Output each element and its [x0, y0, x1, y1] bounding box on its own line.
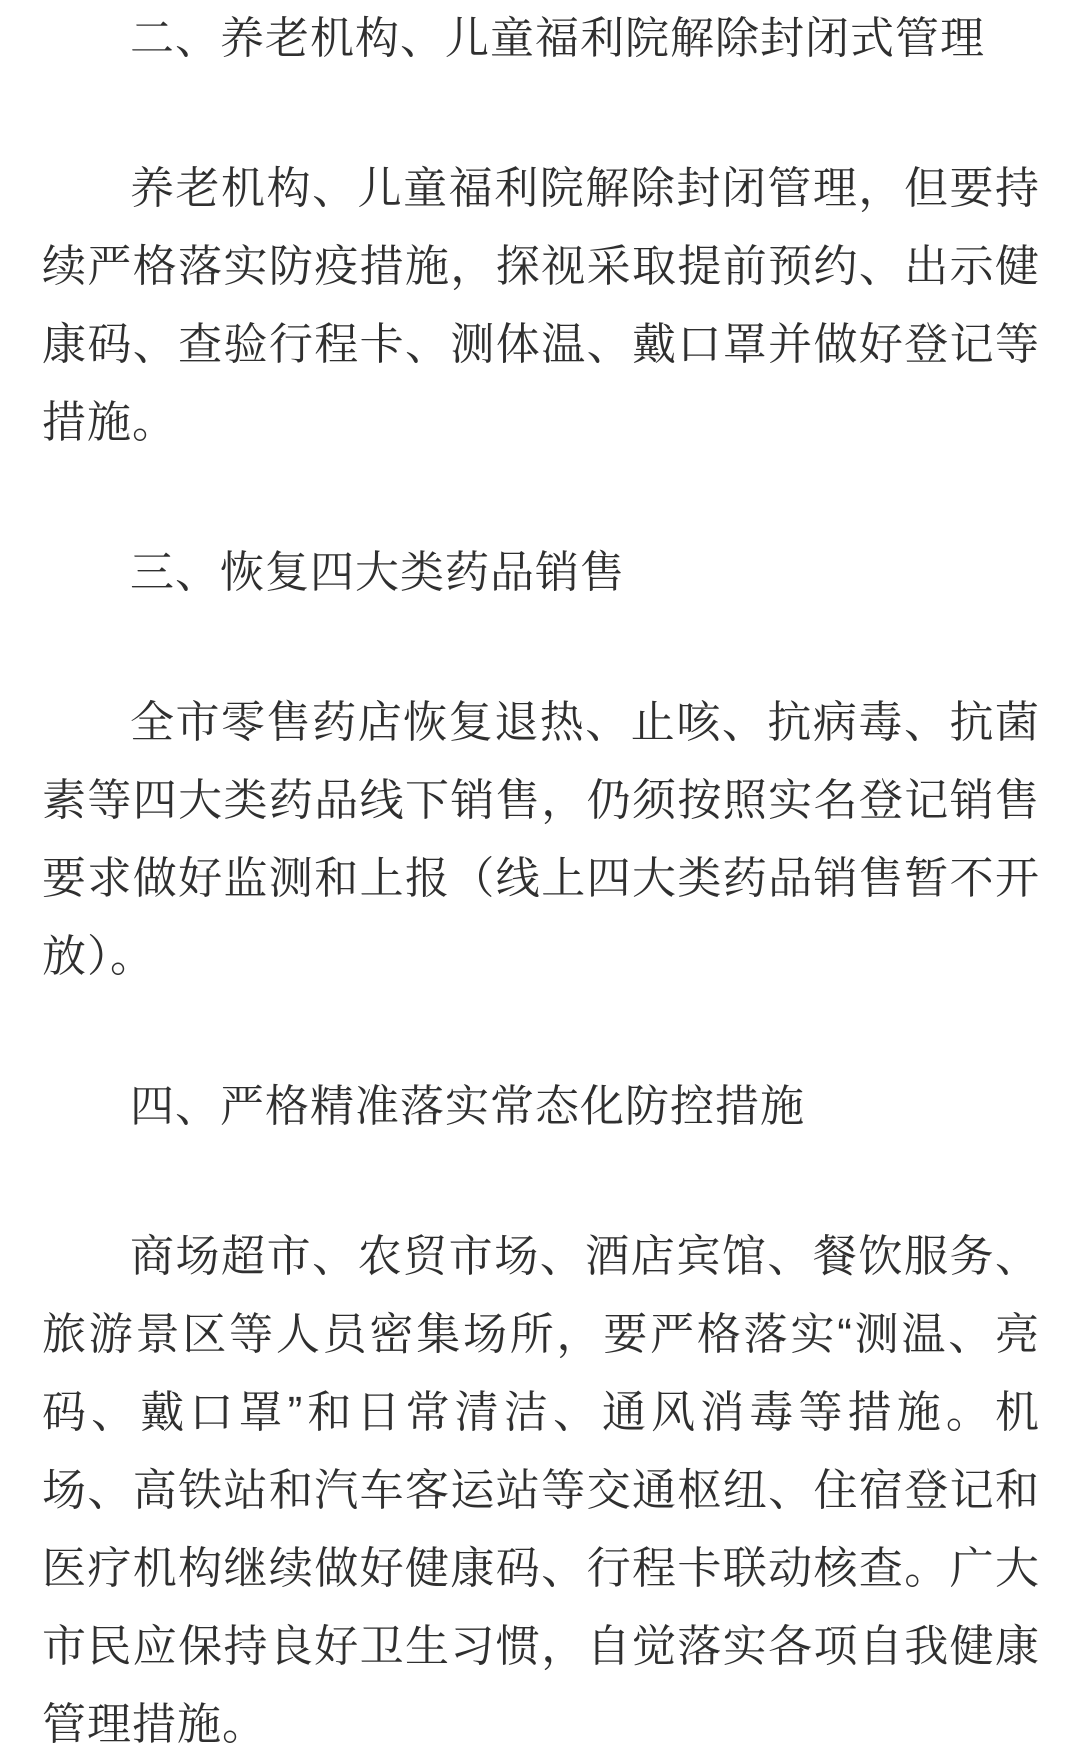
- section-2-paragraph: 养老机构、儿童福利院解除封闭管理，但要持续严格落实防疫措施，探视采取提前预约、出示健康码、查验行程卡、测体温、戴口罩并做好登记等措施。: [42, 164, 1040, 447]
- section-3-paragraph: 全市零售药店恢复退热、止咳、抗病毒、抗菌素等四大类药品线下销售，仍须按照实名登记销售要求做好监测和上报（线上四大类药品销售暂不开放）。: [42, 698, 1040, 981]
- section-heading-3: 三、恢复四大类药品销售: [130, 548, 625, 597]
- section-heading-4: 四、严格精准落实常态化防控措施: [130, 1082, 805, 1131]
- section-heading-2: 二、养老机构、儿童福利院解除封闭式管理: [130, 14, 985, 63]
- section-4-paragraph: 商场超市、农贸市场、酒店宾馆、餐饮服务、旅游景区等人员密集场所，要严格落实“测温、亮码、戴口罩”和日常清洁、通风消毒等措施。机场、高铁站和汽车客运站等交通枢纽、住宿登记和医疗机构继续做好健康码、行程卡联动核查。广大市民应保持良好卫生习惯，自觉落实各项自我健康管理措施。: [42, 1232, 1040, 1749]
